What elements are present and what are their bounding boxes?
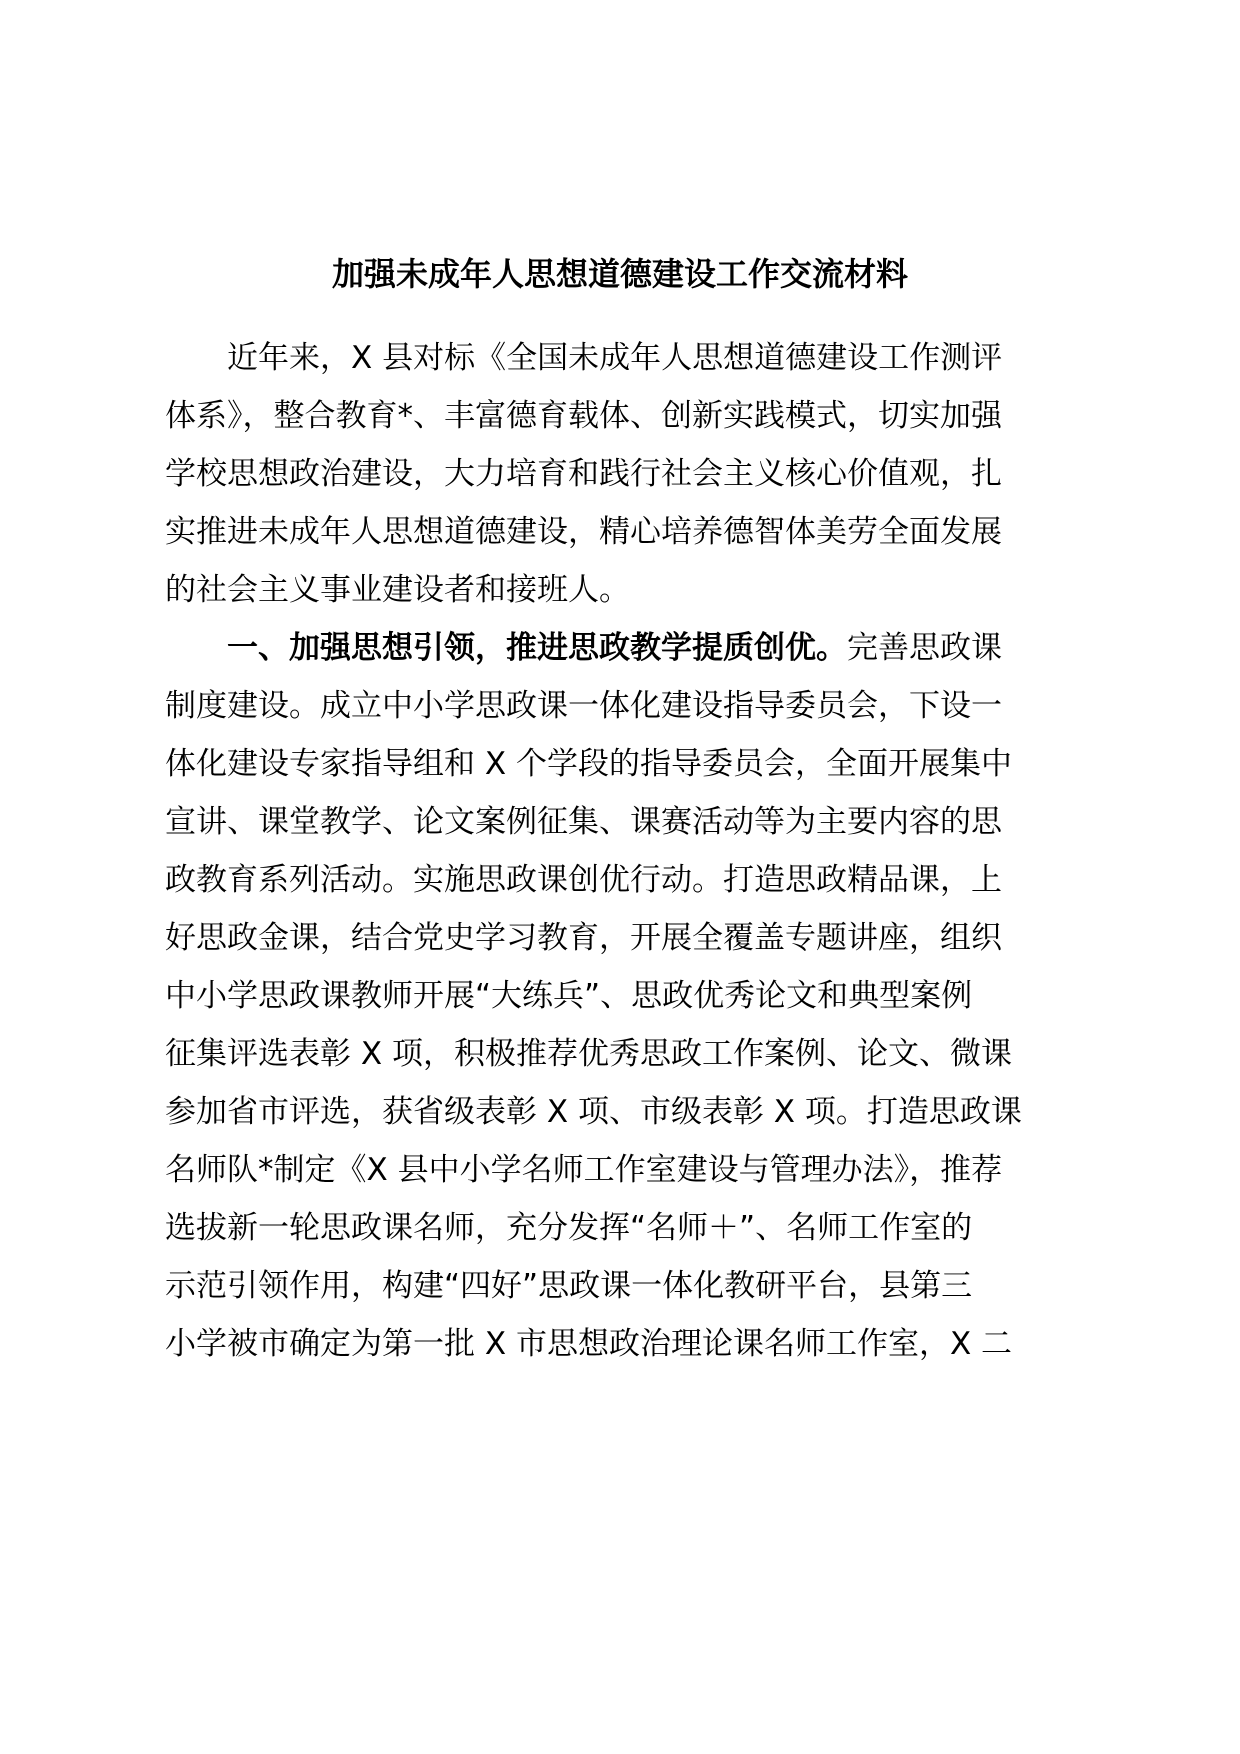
section-1-line: 选拔新一轮思政课名师，充分发挥“名师＋”、名师工作室的 bbox=[165, 1210, 973, 1246]
section-1-line: 名师队*制定《X 县中小学名师工作室建设与管理办法》，推荐 bbox=[165, 1152, 1003, 1188]
document-title: 加强未成年人思想道德建设工作交流材料 bbox=[331, 255, 908, 293]
section-1-line: 好思政金课，结合党史学习教育，开展全覆盖专题讲座，组织 bbox=[165, 920, 1002, 956]
section-1-line: 宣讲、课堂教学、论文案例征集、课赛活动等为主要内容的思 bbox=[165, 804, 1002, 840]
section-1-line: 小学被市确定为第一批 X 市思想政治理论课名师工作室，X 二 bbox=[165, 1326, 1013, 1362]
section-1-first-line-text: 完善思政课 bbox=[847, 630, 1002, 666]
intro-line-5: 的社会主义事业建设者和接班人。 bbox=[165, 572, 630, 608]
section-1-first-line bbox=[227, 626, 1002, 670]
section-1-line: 参加省市评选，获省级表彰 X 项、市级表彰 X 项。打造思政课 bbox=[165, 1094, 1022, 1130]
section-1-line: 示范引领作用，构建“四好”思政课一体化教研平台，县第三 bbox=[165, 1268, 973, 1304]
intro-line-2: 体系》，整合教育*、丰富德育载体、创新实践模式，切实加强 bbox=[165, 398, 1002, 434]
intro-line-3: 学校思想政治建设，大力培育和践行社会主义核心价值观，扎 bbox=[165, 456, 1002, 492]
intro-line-4: 实推进未成年人思想道德建设，精心培养德智体美劳全面发展 bbox=[165, 514, 1002, 550]
section-1-line: 征集评选表彰 X 项，积极推荐优秀思政工作案例、论文、微课 bbox=[165, 1036, 1012, 1072]
section-1-line: 制度建设。成立中小学思政课一体化建设指导委员会，下设一 bbox=[165, 688, 1002, 724]
section-1-heading: 一、加强思想引领，推进思政教学提质创优。 bbox=[227, 630, 847, 666]
intro-line-1: 近年来，X 县对标《全国未成年人思想道德建设工作测评 bbox=[227, 340, 1003, 376]
section-1-line: 中小学思政课教师开展“大练兵”、思政优秀论文和典型案例 bbox=[165, 978, 973, 1014]
section-1-line: 体化建设专家指导组和 X 个学段的指导委员会，全面开展集中 bbox=[165, 746, 1012, 782]
section-1-line: 政教育系列活动。实施思政课创优行动。打造思政精品课，上 bbox=[165, 862, 1002, 898]
